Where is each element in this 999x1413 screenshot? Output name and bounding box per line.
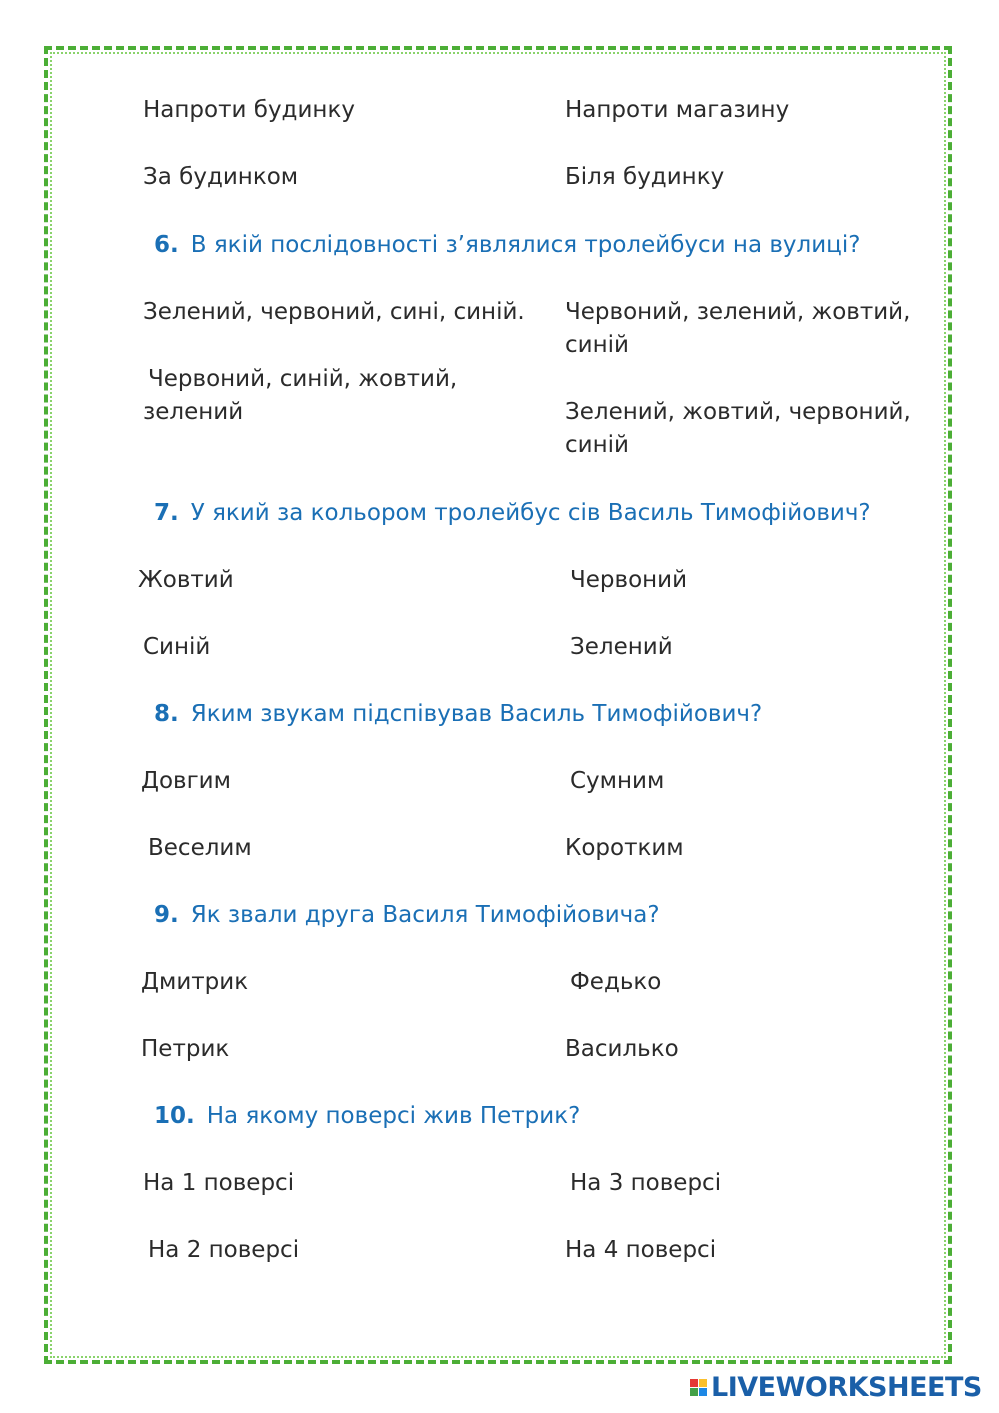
option-q9-b[interactable]: Федько [570, 969, 662, 995]
question-7 [154, 497, 871, 530]
option-q5-b[interactable]: Напроти магазину [565, 97, 790, 123]
logo-blocks-icon [690, 1379, 707, 1396]
question-6-text: В якій послідовності з’являлися тролейбуси на вулиці? [190, 232, 861, 258]
question-6 [154, 229, 860, 262]
question-10-number: 10. [154, 1103, 195, 1129]
option-q9-d[interactable]: Василько [565, 1036, 679, 1062]
option-q6-c-line1: Червоний, синій, жовтий, [148, 366, 458, 392]
question-9 [154, 899, 660, 932]
option-q6-b-line1: Червоний, зелений, жовтий, [565, 299, 911, 325]
question-7-text: У який за кольором тролейбус сів Василь Тимофійович? [190, 500, 871, 526]
question-10 [154, 1100, 580, 1133]
option-q6-d[interactable] [565, 396, 911, 462]
option-q8-b[interactable]: Сумним [570, 768, 665, 794]
logo-block [690, 1388, 698, 1396]
option-q5-a[interactable]: Напроти будинку [143, 97, 355, 123]
option-q10-a[interactable]: На 1 поверсі [143, 1170, 295, 1196]
option-q8-a[interactable]: Довгим [141, 768, 231, 794]
option-q6-c[interactable] [143, 363, 458, 429]
option-q6-a[interactable]: Зелений, червоний, сині, синій. [143, 299, 525, 325]
option-q10-b[interactable]: На 3 поверсі [570, 1170, 722, 1196]
logo-block [699, 1379, 707, 1387]
logo-text: LIVEWORKSHEETS [711, 1371, 982, 1403]
question-6-number: 6. [154, 232, 179, 258]
option-q6-d-line1: Зелений, жовтий, червоний, [565, 399, 911, 425]
question-9-number: 9. [154, 902, 179, 928]
question-10-text: На якому поверсі жив Петрик? [206, 1103, 581, 1129]
question-8-number: 8. [154, 701, 179, 727]
question-8-text: Яким звукам підспівував Василь Тимофійович? [190, 701, 763, 727]
question-8 [154, 698, 762, 731]
option-q9-a[interactable]: Дмитрик [141, 969, 249, 995]
option-q7-a[interactable]: Жовтий [138, 567, 234, 593]
option-q9-c[interactable]: Петрик [141, 1036, 230, 1062]
option-q10-c[interactable]: На 2 поверсі [148, 1237, 300, 1263]
option-q7-c[interactable]: Синій [143, 634, 211, 660]
option-q6-b[interactable] [565, 296, 910, 362]
question-9-text: Як звали друга Василя Тимофійовича? [190, 902, 660, 928]
option-q6-c-line2: зелений [143, 399, 244, 425]
option-q5-c[interactable]: За будинком [143, 164, 299, 190]
option-q7-d[interactable]: Зелений [570, 634, 673, 660]
option-q5-d[interactable]: Біля будинку [565, 164, 725, 190]
liveworksheets-logo[interactable] [690, 1370, 982, 1404]
logo-block [690, 1379, 698, 1387]
option-q7-b[interactable]: Червоний [570, 567, 688, 593]
logo-block [699, 1388, 707, 1396]
option-q8-d[interactable]: Коротким [565, 835, 684, 861]
option-q6-d-line2: синій [565, 432, 629, 458]
option-q6-b-line2: синій [565, 332, 629, 358]
question-7-number: 7. [154, 500, 179, 526]
option-q10-d[interactable]: На 4 поверсі [565, 1237, 717, 1263]
option-q8-c[interactable]: Веселим [148, 835, 252, 861]
